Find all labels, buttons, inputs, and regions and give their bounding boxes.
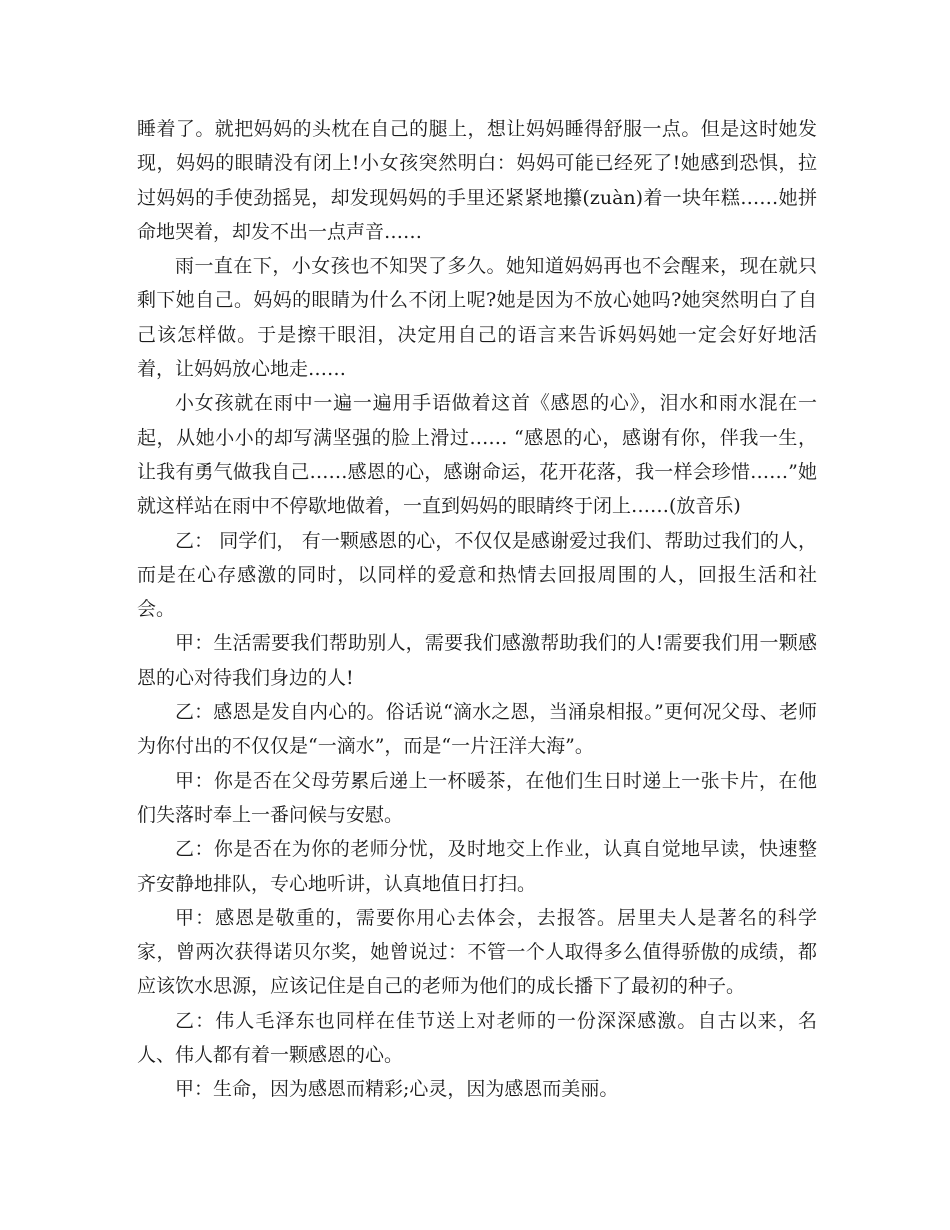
paragraph-continued-story: 睡着了。就把妈妈的头枕在自己的腿上，想让妈妈睡得舒服一点。但是这时她发现，妈妈的眼睛没有闭上!小女孩突然明白：妈妈可能已经死了!她感到恐惧，拉过妈妈的手使劲摇晃，却发现妈妈的手里还紧紧地攥(zuàn)着一块年糕……她拼命地哭着，却发不出一点声音…… xyxy=(137,118,817,243)
paragraph-speaker-b-2: 乙：感恩是发自内心的。俗话说“滴水之恩，当涌泉相报。”更何况父母、老师为你付出的不仅仅是“一滴水”，而是“一片汪洋大海”。 xyxy=(137,701,817,758)
document-page xyxy=(137,112,817,1107)
paragraph-speaker-b-1: 乙： 同学们， 有一颗感恩的心，不仅仅是感谢爱过我们、帮助过我们的人，而是在心存感激的同时，以同样的爱意和热情去回报周围的人，回报生活和社会。 xyxy=(137,529,817,621)
paragraph-speaker-b-4: 乙：伟人毛泽东也同样在佳节送上对老师的一份深深感激。自古以来，名人、伟人都有着一颗感恩的心。 xyxy=(137,1009,817,1067)
paragraph-rain: 雨一直在下，小女孩也不知哭了多久。她知道妈妈再也不会醒来，现在就只剩下她自己。妈妈的眼睛为什么不闭上呢?她是因为不放心她吗?她突然明白了自己该怎样做。于是擦干眼泪，决定用自己的语言来告诉妈妈她一定会好好地活着，让妈妈放心地走…… xyxy=(137,255,817,381)
paragraph-speaker-a-3: 甲：感恩是敬重的，需要你用心去体会，去报答。居里夫人是著名的科学家，曾两次获得诺贝尔奖，她曾说过：不管一个人取得多么值得骄傲的成绩，都应该饮水思源，应该记住是自己的老师为他们的成长播下了最初的种子。 xyxy=(137,906,817,998)
paragraph-speaker-a-4: 甲：生命，因为感恩而精彩;心灵，因为感恩而美丽。 xyxy=(175,1078,619,1101)
paragraph-sign-language: 小女孩就在雨中一遍一遍用手语做着这首《感恩的心》，泪水和雨水混在一起，从她小小的却写满坚强的脸上滑过…… “感恩的心，感谢有你，伴我一生，让我有勇气做我自己……感恩的心，感谢命运，花开花落，我一样会珍惜……”她就这样站在雨中不停歇地做着，一直到妈妈的眼睛终于闭上……(放音乐) xyxy=(137,392,817,518)
paragraph-speaker-a-1: 甲：生活需要我们帮助别人，需要我们感激帮助我们的人!需要我们用一颗感恩的心对待我们身边的人! xyxy=(137,632,817,689)
paragraph-speaker-a-2: 甲：你是否在父母劳累后递上一杯暖茶，在他们生日时递上一张卡片，在他们失落时奉上一番问候与安慰。 xyxy=(137,769,817,826)
paragraph-speaker-b-3: 乙：你是否在为你的老师分忧，及时地交上作业，认真自觉地早读，快速整齐安静地排队，专心地听讲，认真地值日打扫。 xyxy=(137,838,817,895)
